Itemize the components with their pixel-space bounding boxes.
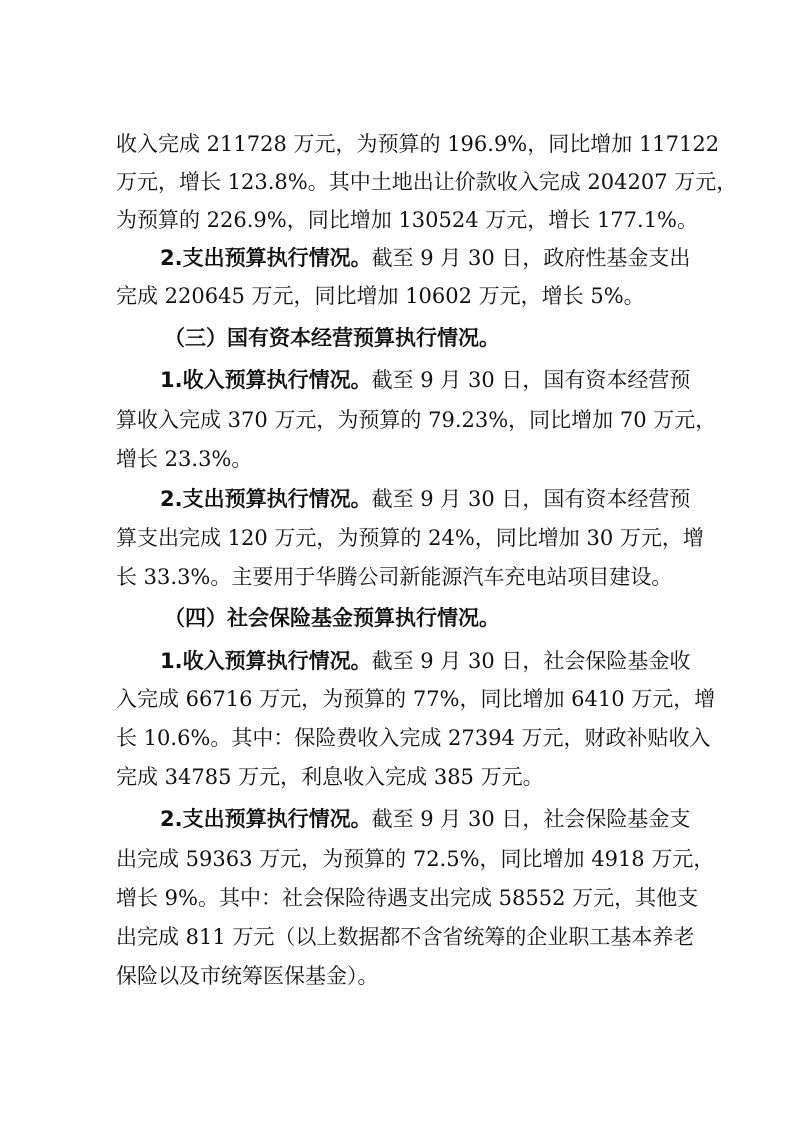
line-text: 截至 9 月 30 日，政府性基金支出: [371, 246, 691, 270]
line-text: 出完成 811 万元（以上数据都不含省统筹的企业职工基本养老: [116, 925, 695, 949]
paragraph-first-line: [160, 359, 793, 401]
item-lead-in: 2.支出预算执行情况。: [160, 807, 372, 831]
body-text-line: [116, 556, 793, 598]
line-text: 截至 9 月 30 日，社会保险基金收: [371, 649, 691, 673]
body-text-line: [116, 756, 793, 798]
paragraph-first-line: [160, 478, 793, 520]
item-lead-in: 2.支出预算执行情况。: [160, 246, 372, 270]
body-text-line: [116, 199, 793, 241]
paragraph-first-line: [160, 640, 793, 682]
body-text-line: [116, 123, 793, 165]
body-text-line: [116, 717, 793, 759]
body-text-line: [116, 916, 793, 958]
line-text: 长 33.3%。主要用于华腾公司新能源汽车充电站项目建设。: [116, 565, 673, 589]
body-text-line: [116, 399, 793, 441]
item-lead-in: 1.收入预算执行情况。: [160, 368, 372, 392]
line-text: 入完成 66716 万元，为预算的 77%，同比增加 6410 万元，增: [116, 687, 716, 711]
line-text: 完成 34785 万元，利息收入完成 385 万元。: [116, 765, 544, 789]
line-text: 长 10.6%。其中：保险费收入完成 27394 万元，财政补贴收入: [116, 726, 711, 750]
body-text-line: [116, 161, 793, 203]
heading-text: （三）国有资本经营预算执行情况。: [164, 326, 500, 350]
body-text-line: [116, 678, 793, 720]
paragraph-first-line: [160, 798, 793, 840]
body-text-line: [116, 438, 793, 480]
line-text: 收入完成 211728 万元，为预算的 196.9%，同比增加 117122: [116, 132, 720, 156]
heading-text: （四）社会保险基金预算执行情况。: [164, 606, 500, 630]
paragraph-first-line: [160, 237, 793, 279]
body-text-line: [116, 838, 793, 880]
line-text: 增长 23.3%。: [116, 447, 253, 471]
line-text: 完成 220645 万元，同比增加 10602 万元，增长 5%。: [116, 284, 645, 308]
line-text: 算收入完成 370 万元，为预算的 79.23%，同比增加 70 万元，: [116, 408, 717, 432]
line-text: 万元，增长 123.8%。其中土地出让价款收入完成 204207 万元，: [116, 170, 738, 194]
body-text-line: [116, 955, 793, 997]
body-text-line: [116, 517, 793, 559]
line-text: 出完成 59363 万元，为预算的 72.5%，同比增加 4918 万元，: [116, 847, 715, 871]
line-text: 增长 9%。其中：社会保险待遇支出完成 58552 万元，其他支: [116, 886, 699, 910]
line-text: 保险以及市统筹医保基金）。: [116, 964, 379, 988]
line-text: 截至 9 月 30 日，国有资本经营预: [371, 487, 691, 511]
line-text: 截至 9 月 30 日，国有资本经营预: [371, 368, 691, 392]
line-text: 截至 9 月 30 日，社会保险基金支: [371, 807, 691, 831]
body-text-line: [116, 275, 793, 317]
section-heading: [164, 317, 793, 359]
line-text: 为预算的 226.9%，同比增加 130524 万元，增长 177.1%。: [116, 208, 699, 232]
item-lead-in: 2.支出预算执行情况。: [160, 487, 372, 511]
body-text-line: [116, 877, 793, 919]
line-text: 算支出完成 120 万元，为预算的 24%，同比增加 30 万元，增: [116, 526, 704, 550]
item-lead-in: 1.收入预算执行情况。: [160, 649, 372, 673]
section-heading: [164, 597, 793, 639]
